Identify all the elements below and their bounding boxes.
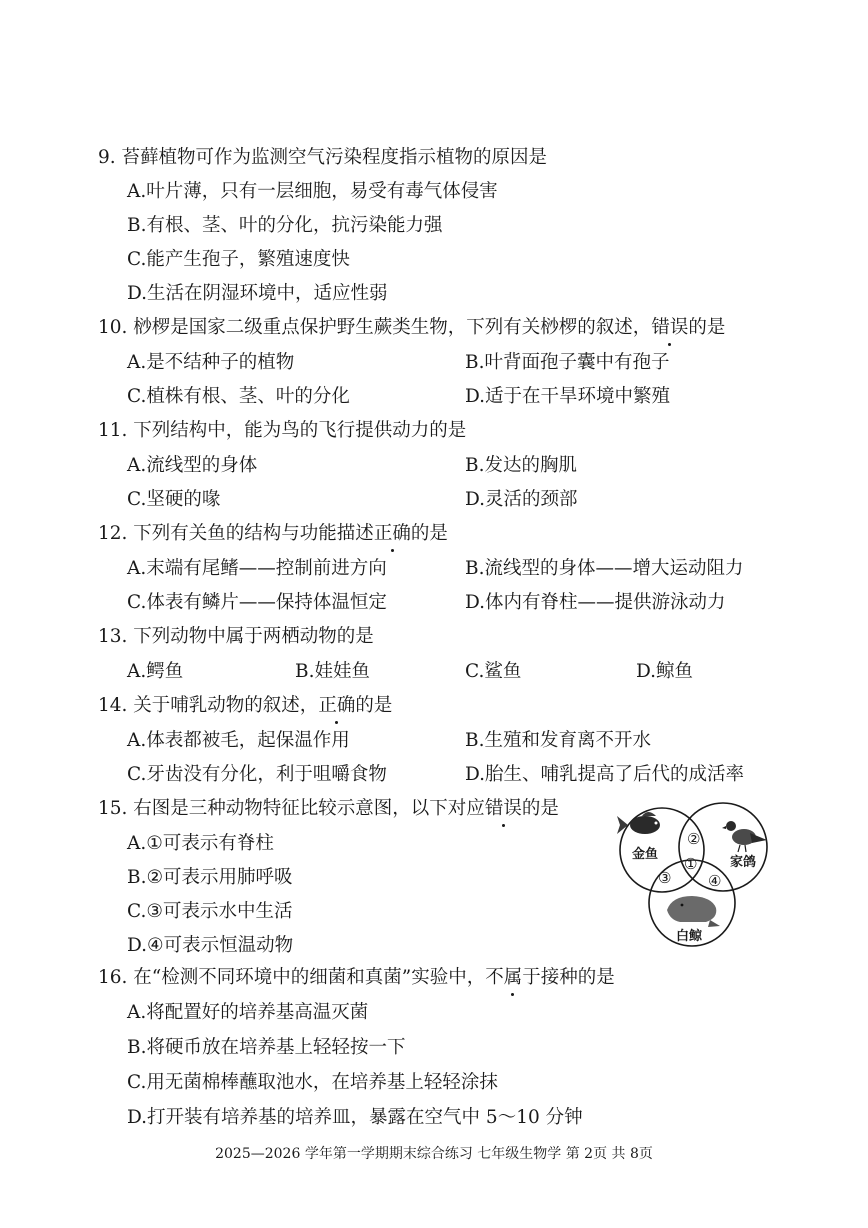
question-12-option-c: C.体表有鳞片——保持体温恒定 [127,592,387,613]
question-16-option-c: C.用无菌棉棒蘸取池水，在培养基上轻轻涂抹 [127,1072,498,1093]
question-15-option-a: A.①可表示有脊柱 [127,833,274,854]
goldfish-label: 金鱼 [632,846,659,861]
question-9-option-d: D.生活在阴湿环境中，适应性弱 [127,283,388,304]
question-15-option-b: B.②可表示用肺呼吸 [127,867,293,888]
region-3-label: ③ [658,869,672,887]
question-13-stem: 13. 下列动物中属于两栖动物的是 [98,626,374,647]
region-1-label: ① [684,855,698,873]
beluga-whale-icon [667,896,720,927]
emphasis-word: 错误 [484,798,522,819]
emphasis-word: 错误 [651,317,689,338]
question-9-option-a: A.叶片薄，只有一层细胞，易受有毒气体侵害 [127,181,498,202]
emphasis-word: 正确 [318,695,356,716]
question-11-option-c: C.坚硬的喙 [127,489,221,510]
question-10-option-b: B.叶背面孢子囊中有孢子 [465,352,670,373]
emphasis-word: 不属于 [485,967,541,988]
question-9-option-b: B.有根、茎、叶的分化，抗污染能力强 [127,215,443,236]
question-9-stem: 9. 苔藓植物可作为监测空气污染程度指示植物的原因是 [98,147,548,168]
question-16-stem: 16. 在“检测不同环境中的细菌和真菌”实验中，不属于接种的是 [98,967,615,988]
question-12-option-a: A.末端有尾鳍——控制前进方向 [127,558,387,579]
question-10-option-c: C.植株有根、茎、叶的分化 [127,386,350,407]
question-13-option-a: A.鳄鱼 [127,661,184,682]
question-12-option-d: D.体内有脊柱——提供游泳动力 [465,592,726,613]
question-15-option-c: C.③可表示水中生活 [127,901,293,922]
question-11-option-a: A.流线型的身体 [127,455,258,476]
pigeon-icon [722,821,767,852]
question-12-option-b: B.流线型的身体——增大运动阻力 [465,558,744,579]
whale-label: 白鲸 [676,928,703,943]
question-11-stem: 11. 下列结构中，能为鸟的飞行提供动力的是 [98,420,467,441]
question-16-option-b: B.将硬币放在培养基上轻轻按一下 [127,1037,406,1058]
question-15-option-d: D.④可表示恒温动物 [127,935,294,956]
question-11-option-b: B.发达的胸肌 [465,455,577,476]
question-13-option-c: C.鲨鱼 [465,661,522,682]
question-14-option-d: D.胎生、哺乳提高了后代的成活率 [465,764,745,785]
question-12-stem: 12. 下列有关鱼的结构与功能描述正确的是 [98,523,448,544]
question-14-option-c: C.牙齿没有分化，利于咀嚼食物 [127,764,387,785]
question-15-stem: 15. 右图是三种动物特征比较示意图，以下对应错误的是 [98,798,559,819]
question-13-option-b: B.娃娃鱼 [295,661,370,682]
question-13-option-d: D.鲸鱼 [636,661,694,682]
question-16-option-d: D.打开装有培养基的培养皿，暴露在空气中 5～10 分钟 [127,1107,583,1128]
question-16-option-a: A.将配置好的培养基高温灭菌 [127,1002,369,1023]
question-14-option-a: A.体表都被毛，起保温作用 [127,730,350,751]
page-footer: 2025—2026 学年第一学期期末综合练习 七年级生物学 第 2页 共 8页 [215,1146,653,1162]
question-14-stem: 14. 关于哺乳动物的叙述，正确的是 [98,695,393,716]
venn-diagram [612,800,782,950]
question-11-option-d: D.灵活的颈部 [465,489,578,510]
question-10-option-a: A.是不结种子的植物 [127,352,295,373]
region-2-label: ② [687,830,701,848]
question-10-option-d: D.适于在干旱环境中繁殖 [465,386,671,407]
question-9-option-c: C.能产生孢子，繁殖速度快 [127,249,350,270]
emphasis-word: 正确 [373,523,411,544]
pigeon-label: 家鸽 [730,854,757,869]
question-14-option-b: B.生殖和发育离不开水 [465,730,651,751]
region-4-label: ④ [708,872,722,890]
question-10-stem: 10. 桫椤是国家二级重点保护野生蕨类生物，下列有关桫椤的叙述，错误的是 [98,317,726,338]
